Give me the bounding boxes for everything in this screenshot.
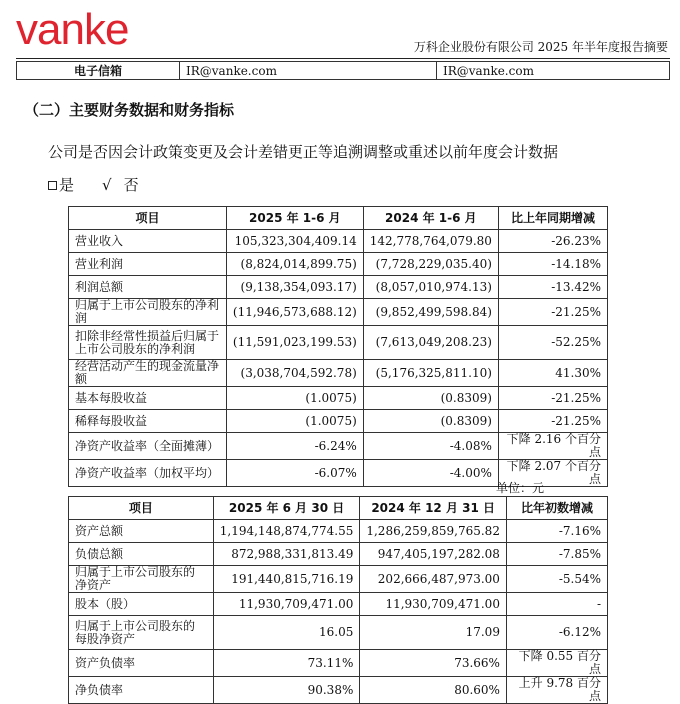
table-row: [69, 253, 608, 276]
table-row: [69, 326, 608, 360]
table-row: [69, 360, 608, 387]
cell-value: 73.11%: [213, 650, 360, 677]
row-label: 负债总额: [69, 543, 214, 566]
check-mark-icon: √: [102, 176, 112, 194]
table-row: [69, 520, 608, 543]
email-label: 电子信箱: [17, 62, 180, 80]
cell-change: -21.25%: [498, 387, 607, 410]
cell-change: 下降 0.55 百分点: [506, 650, 607, 677]
cell-value: 191,440,815,716.19: [213, 566, 360, 593]
cell-change: -: [506, 593, 607, 616]
cell-change: -7.16%: [506, 520, 607, 543]
table-row: [69, 677, 608, 704]
cell-change: -21.25%: [498, 299, 607, 326]
answer-no-label: 否: [123, 176, 139, 194]
cell-value: 11,930,709,471.00: [213, 593, 360, 616]
cell-value: 1,194,148,874,774.55: [213, 520, 360, 543]
income-header-change: 比上年同期增减: [498, 207, 607, 230]
cell-change: -7.85%: [506, 543, 607, 566]
balance-header-2025: 2025 年 6 月 30 日: [213, 497, 360, 520]
row-label: 基本每股收益: [69, 387, 227, 410]
income-table-header: [69, 207, 608, 230]
cell-value: (9,138,354,093.17): [226, 276, 363, 299]
cell-value: (8,824,014,899.75): [226, 253, 363, 276]
row-label: 利润总额: [69, 276, 227, 299]
cell-value: 17.09: [360, 616, 507, 650]
table-row: [69, 230, 608, 253]
row-label: 稀释每股收益: [69, 410, 227, 433]
cell-value: (0.8309): [363, 387, 498, 410]
cell-value: (1.0075): [226, 410, 363, 433]
unit-label: 单位：元: [496, 481, 545, 495]
report-title: 万科企业股份有限公司 2025 年半年度报告摘要: [413, 40, 668, 54]
table-row: [69, 387, 608, 410]
email-value-1: IR@vanke.com: [180, 62, 437, 80]
cell-value: 142,778,764,079.80: [363, 230, 498, 253]
row-label: 归属于上市公司股东的净资产: [69, 566, 214, 593]
row-label: 营业利润: [69, 253, 227, 276]
cell-value: 1,286,259,859,765.82: [360, 520, 507, 543]
table-row: [69, 650, 608, 677]
table-row: [69, 276, 608, 299]
cell-change: -5.54%: [506, 566, 607, 593]
cell-value: 947,405,197,282.08: [360, 543, 507, 566]
cell-value: 16.05: [213, 616, 360, 650]
row-label: 营业收入: [69, 230, 227, 253]
cell-value: -6.07%: [226, 460, 363, 487]
table-row: [69, 593, 608, 616]
restatement-question: 公司是否因会计政策变更及会计差错更正等追溯调整或重述以前年度会计数据: [48, 143, 559, 161]
row-label: 归属于上市公司股东的净利润: [69, 299, 227, 326]
cell-value: 73.66%: [360, 650, 507, 677]
cell-value: (11,946,573,688.12): [226, 299, 363, 326]
row-label: 净资产收益率（全面摊薄）: [69, 433, 227, 460]
row-label: 净资产收益率（加权平均）: [69, 460, 227, 487]
row-label: 资产总额: [69, 520, 214, 543]
cell-change: 下降 2.07 个百分点: [498, 460, 607, 487]
cell-value: (7,613,049,208.23): [363, 326, 498, 360]
row-label: 净负债率: [69, 677, 214, 704]
balance-header-item: 项目: [69, 497, 214, 520]
row-label: 归属于上市公司股东的每股净资产: [69, 616, 214, 650]
income-table: [68, 206, 608, 487]
answer-yes-label: 是: [59, 176, 75, 194]
section-heading: （二）主要财务数据和财务指标: [24, 101, 235, 119]
table-row: [69, 410, 608, 433]
cell-value: 872,988,331,813.49: [213, 543, 360, 566]
cell-value: (7,728,229,035.40): [363, 253, 498, 276]
cell-value: (9,852,499,598.84): [363, 299, 498, 326]
cell-value: 105,323,304,409.14: [226, 230, 363, 253]
cell-value: -6.24%: [226, 433, 363, 460]
cell-change: -52.25%: [498, 326, 607, 360]
row-label: 资产负债率: [69, 650, 214, 677]
cell-value: (11,591,023,199.53): [226, 326, 363, 360]
balance-header-change: 比年初数增减: [506, 497, 607, 520]
checkbox-yes: [48, 181, 57, 190]
row-label: 股本（股）: [69, 593, 214, 616]
header-rule: [16, 58, 670, 59]
balance-header-2024: 2024 年 12 月 31 日: [360, 497, 507, 520]
table-row: [69, 299, 608, 326]
table-row: [69, 543, 608, 566]
email-value-2: IR@vanke.com: [437, 62, 670, 80]
cell-value: -4.08%: [363, 433, 498, 460]
cell-value: 11,930,709,471.00: [360, 593, 507, 616]
contact-table: [16, 61, 670, 80]
income-header-2025: 2025 年 1-6 月: [226, 207, 363, 230]
cell-change: -14.18%: [498, 253, 607, 276]
cell-change: 下降 2.16 个百分点: [498, 433, 607, 460]
row-label: 经营活动产生的现金流量净额: [69, 360, 227, 387]
income-header-2024: 2024 年 1-6 月: [363, 207, 498, 230]
contact-row: [17, 62, 670, 80]
row-label: 扣除非经常性损益后归属于上市公司股东的净利润: [69, 326, 227, 360]
cell-value: (8,057,010,974.13): [363, 276, 498, 299]
table-row: [69, 566, 608, 593]
table-row: [69, 616, 608, 650]
cell-value: 80.60%: [360, 677, 507, 704]
cell-value: (1.0075): [226, 387, 363, 410]
cell-change: -6.12%: [506, 616, 607, 650]
vanke-logo: vanke: [16, 5, 129, 54]
balance-table-header: [69, 497, 608, 520]
restatement-answer: [48, 174, 139, 195]
cell-value: 90.38%: [213, 677, 360, 704]
income-header-item: 项目: [69, 207, 227, 230]
cell-change: 上升 9.78 百分点: [506, 677, 607, 704]
cell-value: -4.00%: [363, 460, 498, 487]
cell-change: -13.42%: [498, 276, 607, 299]
cell-value: (5,176,325,811.10): [363, 360, 498, 387]
cell-value: (0.8309): [363, 410, 498, 433]
table-row: [69, 433, 608, 460]
cell-change: 41.30%: [498, 360, 607, 387]
cell-change: -21.25%: [498, 410, 607, 433]
cell-value: 202,666,487,973.00: [360, 566, 507, 593]
balance-table: [68, 496, 608, 704]
cell-change: -26.23%: [498, 230, 607, 253]
cell-value: (3,038,704,592.78): [226, 360, 363, 387]
